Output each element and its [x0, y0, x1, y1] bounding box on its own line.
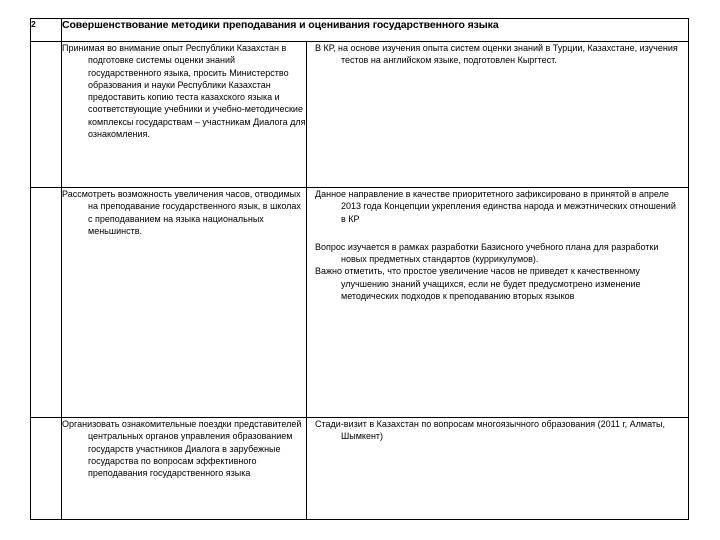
- document-table: [30, 18, 689, 520]
- row-number-cell: [31, 188, 62, 418]
- recommendation-text: Рассмотреть возможность увеличения часов, отводимых на преподавание государственного язык, в школах с преподаванием на языка национальных меньшинств.: [62, 189, 301, 236]
- recommendation-text: Принимая во внимание опыт Республики Казахстан в подготовке системы оценки знаний государственного языка, просить Министерство образования и науки Республики Казахстан предоставить копию теста казахского языка и соответствующие учебники и учебно-методические комплексы государствам – участникам Диалога для ознакомления.: [62, 43, 306, 140]
- table-row: [31, 42, 689, 188]
- table-row: [31, 418, 689, 520]
- action-text: В КР, на основе изучения опыта систем оценки знаний в Турции, Казахстане, изучения тестов на английском языке, подготовлен Кыргтест.: [315, 43, 678, 66]
- recommendation-cell: [62, 418, 307, 520]
- recommendation-text: Организовать ознакомительные поездки представителей центральных органов управления образованием государств участников Диалога в зарубежные государства по вопросам эффективного преподавания государственного языка: [62, 419, 302, 479]
- action-cell: [307, 418, 689, 520]
- action-text: Стади-визит в Казахстан по вопросам многоязычного образования (2011 г, Алматы, Шымкент): [315, 419, 665, 442]
- section-title: Совершенствование методики преподавания и оценивания государственного языка: [62, 19, 689, 42]
- section-header-row: [31, 19, 689, 42]
- action-text: Вопрос изучается в рамках разработки Базисного учебного плана для разработки новых предметных стандартов (куррикулумов).: [315, 241, 659, 265]
- action-text: Важно отметить, что простое увеличение часов не приведет к качественному улучшению знаний учащихся, если не будет предусмотрено изменение методических подходов к преподаванию вторых языков: [315, 266, 641, 302]
- recommendation-cell: [62, 188, 307, 418]
- table-row: [31, 188, 689, 418]
- row-number-cell: [31, 42, 62, 188]
- row-number-cell: [31, 418, 62, 520]
- action-text: Данное направление в качестве приоритетного зафиксировано в принятой в апреле 2013 года Концепции укрепления единства народа и межэтнических отношений в КР: [315, 189, 676, 224]
- action-cell: [307, 188, 689, 418]
- recommendation-cell: [62, 42, 307, 188]
- section-number: 2: [31, 19, 62, 42]
- action-cell: [307, 42, 689, 188]
